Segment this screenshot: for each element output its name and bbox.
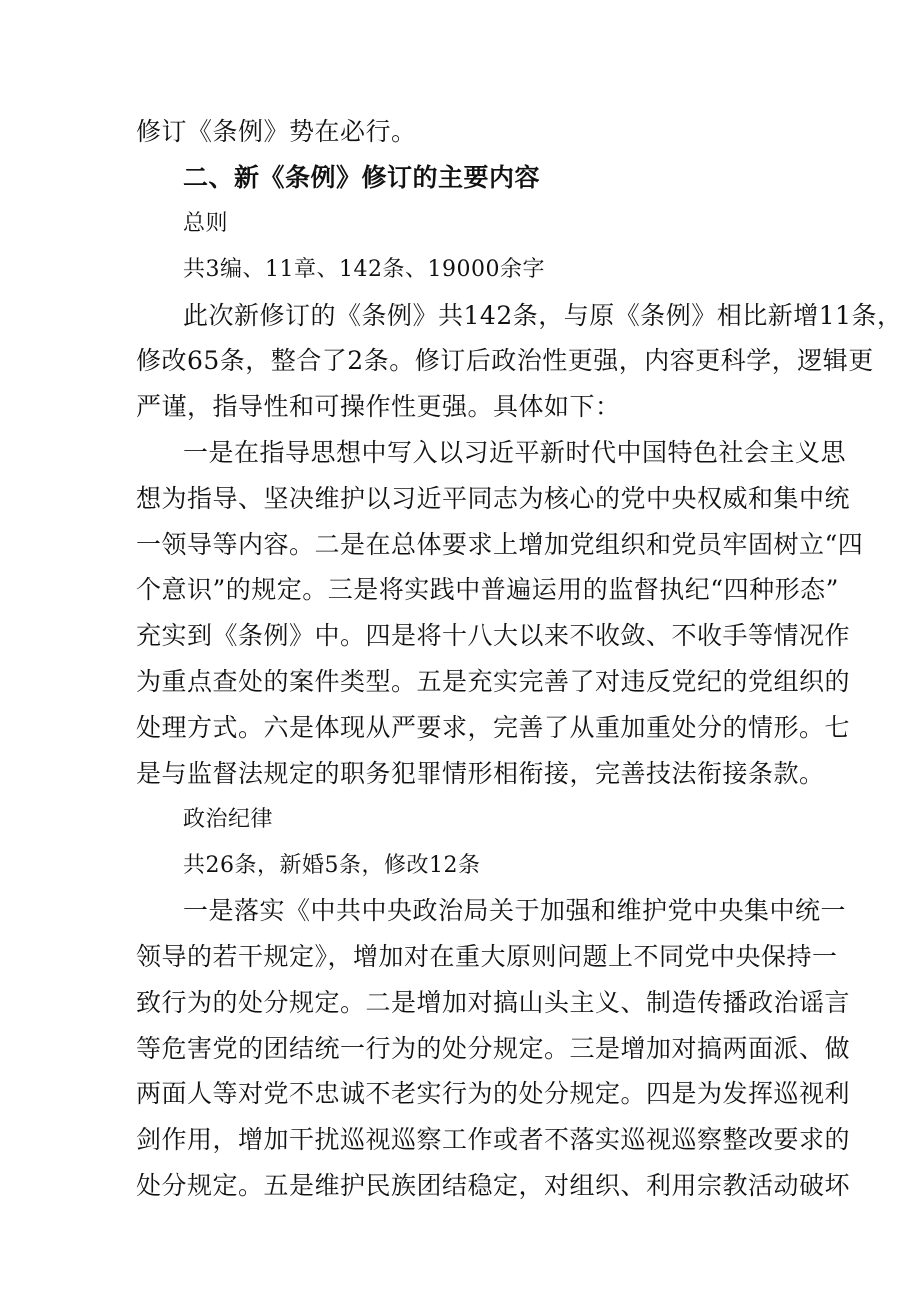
subsection-summary: 共26条，新婚5条，修改12条 bbox=[183, 853, 481, 878]
body-text-line: 个意识”的规定。三是将实践中普遍运用的监督执纪“四种形态” bbox=[136, 575, 839, 604]
body-text-line: 一是落实《中共中央政治局关于加强和维护党中央集中统一 bbox=[183, 896, 847, 925]
body-text-line: 致行为的处分规定。二是增加对搞山头主义、制造传播政治谣言 bbox=[136, 988, 851, 1017]
body-text-line: 剑作用，增加干扰巡视巡察工作或者不落实巡视巡察整改要求的 bbox=[136, 1125, 851, 1154]
subsection-summary: 共3编、11章、142条、19000余字 bbox=[183, 257, 545, 282]
body-text-line: 想为指导、坚决维护以习近平同志为核心的党中央权威和集中统 bbox=[136, 484, 851, 513]
body-text-line: 修订《条例》势在必行。 bbox=[136, 117, 417, 146]
body-text-line: 此次新修订的《条例》共142条，与原《条例》相比新增11条， bbox=[183, 301, 903, 330]
body-text-line: 严谨，指导性和可操作性更强。具体如下： bbox=[136, 392, 621, 421]
body-text-line: 一是在指导思想中写入以习近平新时代中国特色社会主义思 bbox=[183, 438, 847, 467]
body-text-line: 等危害党的团结统一行为的处分规定。三是增加对搞两面派、做 bbox=[136, 1034, 851, 1063]
section-heading: 二、新《条例》修订的主要内容 bbox=[183, 163, 541, 192]
body-text-line: 一领导等内容。二是在总体要求上增加党组织和党员牢固树立“四 bbox=[136, 530, 864, 559]
subsection-title: 政治纪律 bbox=[183, 807, 274, 832]
body-text-line: 处理方式。六是体现从严要求，完善了从重加重处分的情形。七 bbox=[136, 713, 851, 742]
body-text-line: 充实到《条例》中。四是将十八大以来不收敛、不收手等情况作 bbox=[136, 621, 851, 650]
body-text-line: 修改65条，整合了2条。修订后政治性更强，内容更科学，逻辑更 bbox=[136, 346, 874, 375]
subsection-title: 总则 bbox=[183, 211, 229, 236]
body-text-line: 是与监督法规定的职务犯罪情形相衔接，完善技法衔接条款。 bbox=[136, 759, 825, 788]
body-text-line: 处分规定。五是维护民族团结稳定，对组织、利用宗教活动破坏 bbox=[136, 1171, 851, 1200]
body-text-line: 领导的若干规定》，增加对在重大原则问题上不同党中央保持一 bbox=[136, 942, 838, 971]
body-text-line: 两面人等对党不忠诚不老实行为的处分规定。四是为发挥巡视利 bbox=[136, 1079, 851, 1108]
body-text-line: 为重点查处的案件类型。五是充实完善了对违反党纪的党组织的 bbox=[136, 667, 851, 696]
